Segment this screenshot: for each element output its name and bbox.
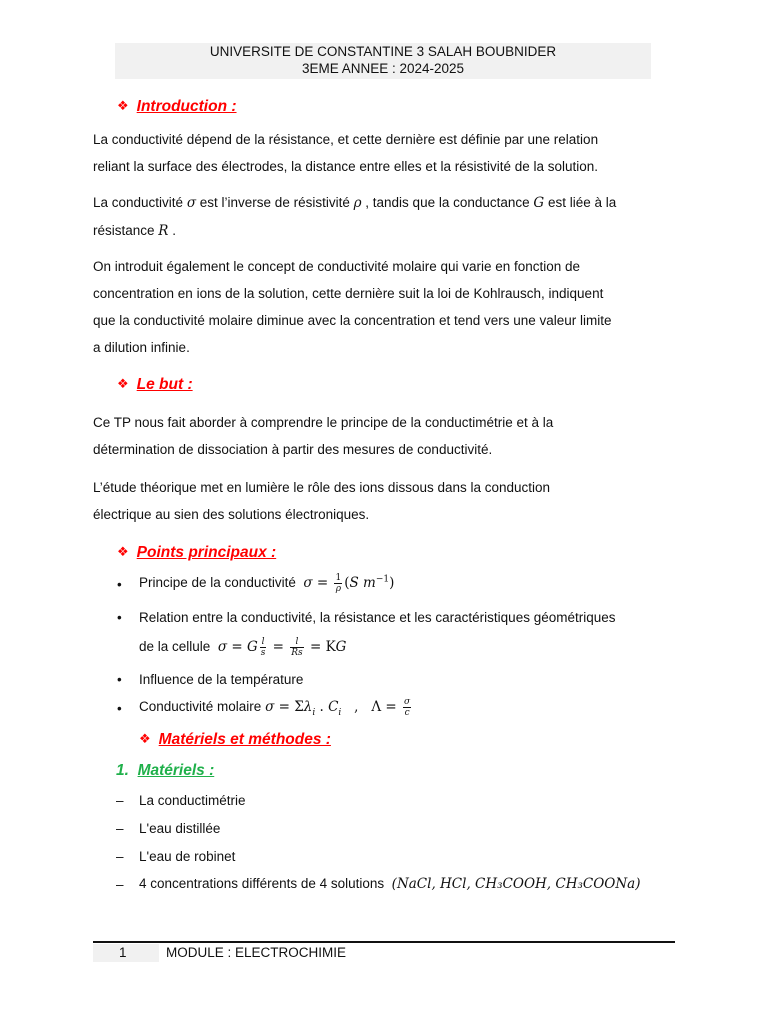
list-item: 4 concentrations différents de 4 solutions (NaCl, HCl, CH₃COOH, CH₃COONa) bbox=[139, 876, 641, 892]
footer-module: MODULE : ELECTROCHIMIE bbox=[166, 945, 347, 960]
point-conductivity-principle: Principe de la conductivité σ = $\frac{1}{\rho}$ (S $m^{-1}$) bbox=[139, 573, 395, 594]
bullet-icon: • bbox=[117, 610, 122, 625]
list-item: La conductimétrie bbox=[139, 793, 246, 808]
diamond-bullet-icon: ❖ bbox=[117, 544, 129, 559]
point-temperature: Influence de la température bbox=[139, 672, 304, 687]
fraction: $\frac{1}{\rho}$ bbox=[335, 573, 342, 594]
point-molar-conductivity: Conductivité molaire $\sigma = \Sigma\lambda_i$ . $C_i$ , Λ = $\frac{\sigma}{c}$ bbox=[139, 697, 411, 718]
section-heading-materiels-methodes: ❖ Matériels et méthodes : bbox=[139, 731, 331, 748]
fraction: $\frac{\sigma}{c}$ bbox=[404, 697, 411, 718]
footer-divider bbox=[93, 941, 675, 943]
section-heading-introduction: ❖ Introduction : bbox=[117, 98, 237, 115]
diamond-bullet-icon: ❖ bbox=[117, 98, 129, 113]
dash-bullet: – bbox=[116, 849, 124, 864]
diamond-bullet-icon: ❖ bbox=[139, 731, 151, 746]
point-conductivity-relation: Relation entre la conductivité, la résistance et les caractéristiques géométriques de la cellule σ = G $\frac{l}{s}$ = $\frac{l}{Rs}$ = KG bbox=[139, 610, 616, 658]
but-paragraph-2: L’étude théorique met en lumière le rôle des ions dissous dans la conduction électrique au sien des solutions électroniques. bbox=[93, 480, 551, 522]
section-heading-points: ❖ Points principaux : bbox=[117, 544, 277, 561]
dash-bullet: – bbox=[116, 793, 124, 808]
subsection-heading-materiels: 1. Matériels : bbox=[116, 762, 215, 779]
document-header bbox=[115, 43, 651, 79]
dash-bullet: – bbox=[116, 821, 124, 836]
list-item: L'eau de robinet bbox=[139, 849, 236, 864]
intro-paragraph-2: La conductivité σ est l’inverse de résistivité ρ , tandis que la conductance G est liée à la résistance R . bbox=[93, 195, 617, 239]
bullet-icon: • bbox=[117, 701, 122, 716]
but-paragraph-1: Ce TP nous fait aborder à comprendre le principe de la conductimétrie et à la détermination de dissociation à partir des mesures de conductivité. bbox=[93, 415, 554, 457]
header-year: 3EME ANNEE : 2024-2025 bbox=[301, 61, 465, 76]
header-university: UNIVERSITE DE CONSTANTINE 3 SALAH BOUBNIDER bbox=[209, 44, 557, 59]
list-item: L'eau distillée bbox=[139, 821, 221, 836]
bullet-icon: • bbox=[117, 672, 122, 687]
footer-page-box bbox=[93, 944, 159, 962]
bullet-icon: • bbox=[117, 577, 122, 592]
fraction: $\frac{l}{s}$ bbox=[260, 636, 266, 658]
intro-paragraph-3: On introduit également le concept de conductivité molaire qui varie en fonction de concentration en ions de la solution, cette dernière suit la loi de Kohlrausch, indiquent que la conductivité molaire diminue avec la concentration et tend vers une valeur limite a dilution infinie. bbox=[93, 259, 612, 355]
dash-bullet: – bbox=[116, 877, 124, 892]
diamond-bullet-icon: ❖ bbox=[117, 376, 129, 391]
page-number: 1 bbox=[119, 945, 127, 960]
fraction: $\frac{l}{Rs}$ bbox=[291, 636, 303, 658]
intro-paragraph-1: La conductivité dépend de la résistance, et cette dernière est définie par une relation reliant la surface des électrodes, la distance entre elles et la résistivité de la solution. bbox=[93, 132, 599, 174]
section-heading-but: ❖ Le but : bbox=[117, 376, 193, 393]
